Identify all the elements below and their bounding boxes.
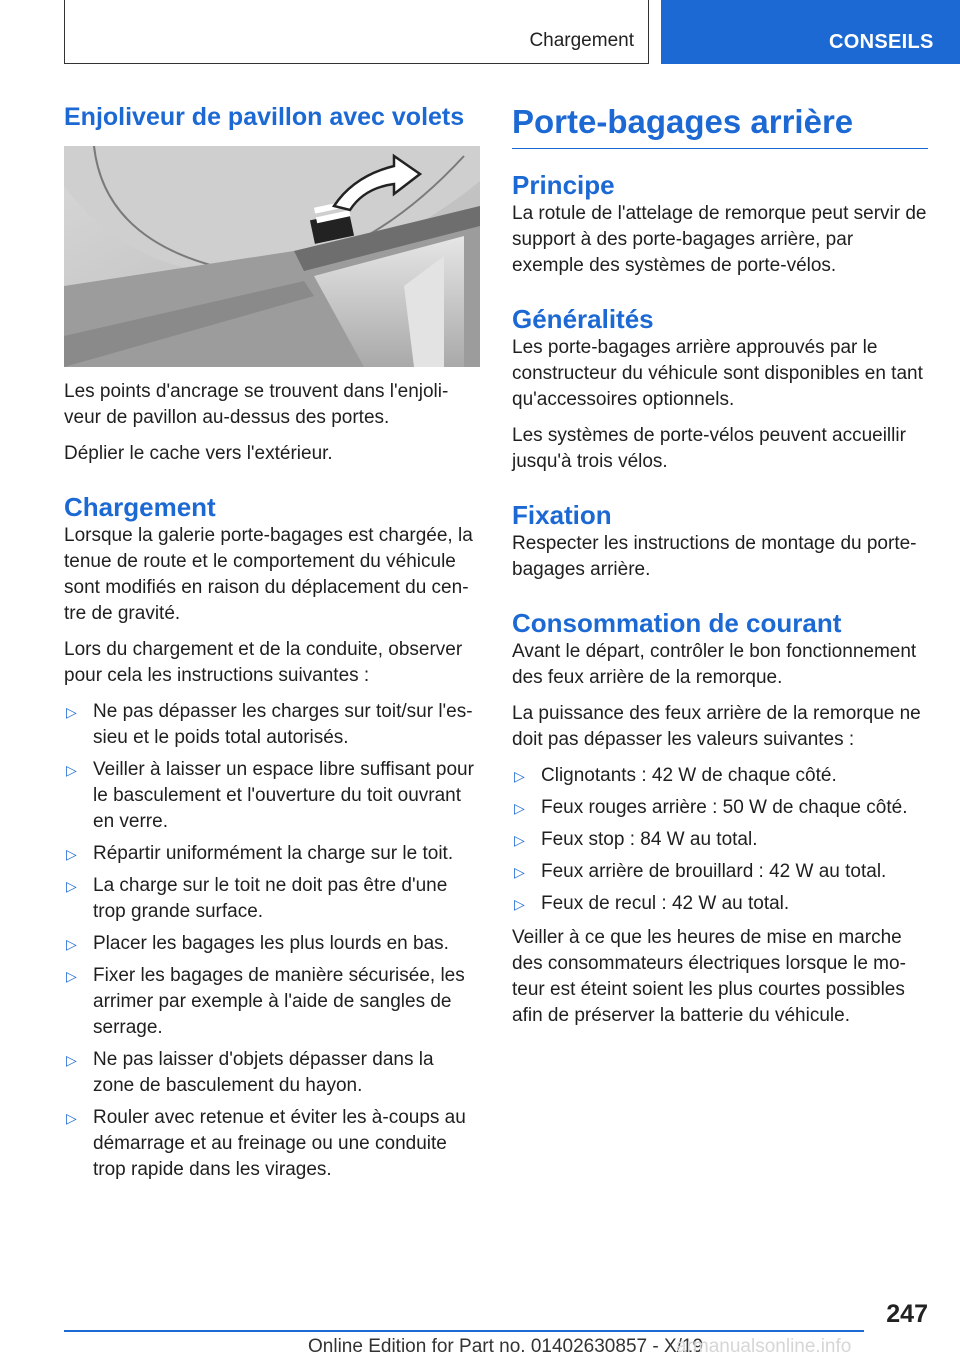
fixation-text: Respecter les instructions de montage du porte-bagages arrière. [512, 533, 917, 580]
principe-text: La rotule de l'attelage de remorque peut servir de support à des porte-bagages arrière, par exemple des systèmes de porte-vélos. [512, 203, 927, 276]
bullet-triangle-icon: ▷ [66, 762, 77, 778]
list-item: ▷ Ne pas dépasser les charges sur toit/sur l'es-sieu et le poids total autorisés. [66, 701, 473, 748]
list-item: ▷ Rouler avec retenue et éviter les à-coups au démarrage et au freinage ou une conduite trop rapide dans les virages. [66, 1107, 466, 1180]
chargement-list [64, 699, 480, 1183]
header-chapter: Chargement [529, 30, 634, 51]
roof-trim-illustration [64, 146, 480, 367]
list-item: ▷ Clignotants : 42 W de chaque côté. [514, 765, 837, 786]
bullet-triangle-icon: ▷ [66, 936, 77, 952]
consommation-list [512, 763, 928, 917]
roof-trim-text-1: Les points d'ancrage se trouvent dans l'enjoli-veur de pavillon au-dessus des portes. [64, 381, 449, 428]
bullet-triangle-icon: ▷ [514, 864, 525, 880]
consommation-text-2: La puissance des feux arrière de la remorque ne doit pas dépasser les valeurs suivantes : [512, 703, 921, 750]
section-title-rear-carrier: Porte-bagages arrière [512, 100, 928, 149]
bullet-triangle-icon: ▷ [66, 878, 77, 894]
page-header [0, 0, 960, 64]
bullet-triangle-icon: ▷ [66, 704, 77, 720]
chargement-text-1: Lorsque la galerie porte-bagages est chargée, la tenue de route et le comportement du véhicule sont modifiés en raison du déplacement du cen-tre de gravité. [64, 525, 473, 624]
bullet-triangle-icon: ▷ [514, 800, 525, 816]
consommation-text-1: Avant le départ, contrôler le bon fonctionnement des feux arrière de la remorque. [512, 641, 917, 688]
bullet-triangle-icon: ▷ [514, 832, 525, 848]
footer-rule [64, 1330, 864, 1332]
right-column [512, 100, 928, 1039]
heading-fixation: Fixation [512, 500, 612, 530]
bullet-triangle-icon: ▷ [66, 1110, 77, 1126]
list-item: ▷ Placer les bagages les plus lourds en bas. [66, 933, 449, 954]
bullet-triangle-icon: ▷ [66, 968, 77, 984]
list-item: ▷ Répartir uniformément la charge sur le toit. [66, 843, 454, 864]
list-item: ▷ Feux rouges arrière : 50 W de chaque côté. [514, 797, 908, 818]
heading-consommation: Consommation de courant [512, 608, 842, 638]
page-number: 247 [886, 1300, 928, 1328]
edition-text: Online Edition for Part no. 01402630857 - X/19 [308, 1336, 704, 1357]
bullet-triangle-icon: ▷ [514, 768, 525, 784]
section-title-roof-trim: Enjoliveur de pavillon avec volets [64, 103, 465, 131]
list-item: ▷ La charge sur le toit ne doit pas être d'une trop grande surface. [66, 875, 448, 922]
list-item: ▷ Fixer les bagages de manière sécurisée, les arrimer par exemple à l'aide de sangles de serrage. [66, 965, 465, 1038]
generalites-text-2: Les systèmes de porte-vélos peuvent accueillir jusqu'à trois vélos. [512, 425, 906, 472]
left-column [64, 100, 480, 1191]
list-item: ▷ Veiller à laisser un espace libre suffisant pour le basculement et l'ouverture du toit ouvrant en verre. [66, 759, 474, 832]
list-item: ▷ Feux arrière de brouillard : 42 W au total. [514, 861, 887, 882]
roof-trim-text-2: Déplier le cache vers l'extérieur. [64, 443, 333, 464]
watermark-text: armanualsonline.info [676, 1336, 852, 1357]
consommation-text-3: Veiller à ce que les heures de mise en marche des consommateurs électriques lorsque le mo-teur est éteint soient les plus courtes possibles afin de préserver la batterie du véhicule. [512, 927, 906, 1026]
chargement-text-2: Lors du chargement et de la conduite, observer pour cela les instructions suivantes : [64, 639, 463, 686]
bullet-triangle-icon: ▷ [514, 896, 525, 912]
heading-chargement: Chargement [64, 492, 216, 522]
list-item: ▷ Ne pas laisser d'objets dépasser dans la zone de basculement du hayon. [66, 1049, 434, 1096]
heading-principe: Principe [512, 170, 615, 200]
list-item: ▷ Feux de recul : 42 W au total. [514, 893, 790, 914]
bullet-triangle-icon: ▷ [66, 846, 77, 862]
header-chapter-box [64, 0, 649, 64]
header-section-tab: CONSEILS [661, 0, 960, 64]
heading-generalites: Généralités [512, 304, 654, 334]
generalites-text-1: Les porte-bagages arrière approuvés par le constructeur du véhicule sont disponibles en tant qu'accessoires optionnels. [512, 337, 923, 410]
list-item: ▷ Feux stop : 84 W au total. [514, 829, 758, 850]
bullet-triangle-icon: ▷ [66, 1052, 77, 1068]
